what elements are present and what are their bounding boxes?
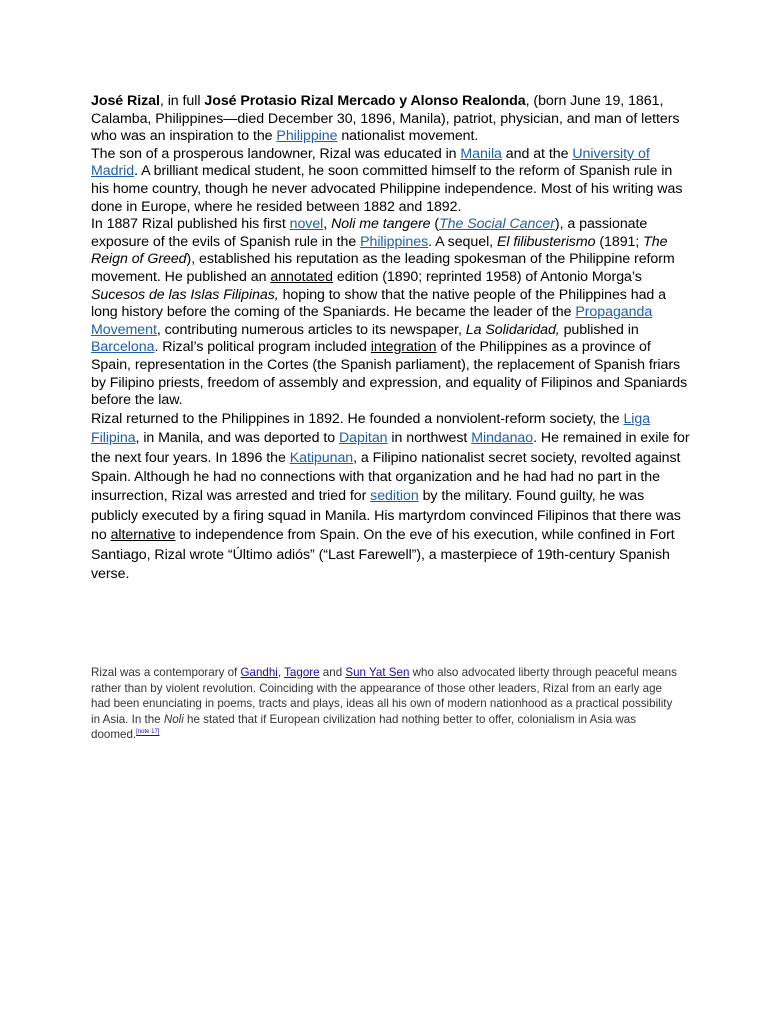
text-run: . He remained in exile for the next four years. In 1896 the [91, 430, 690, 466]
term-integration[interactable]: integration [370, 339, 437, 356]
text-run: edition (1890; reprinted 1958) of Antonio Morga’s [332, 268, 642, 285]
text-run: La Solidaridad, [465, 321, 560, 338]
paragraph [91, 216, 691, 410]
text-run: In 1887 Rizal published his first [91, 216, 290, 233]
text-run: Rizal returned to the Philippines in 1892. He founded a nonviolent-reform society, the [91, 410, 624, 427]
text-run: nationalist movement. [337, 128, 479, 145]
link-sun-yat-sen[interactable]: Sun Yat Sen [345, 666, 410, 679]
term-alternative[interactable]: alternative [110, 527, 176, 544]
text-run: , in Manila, and was deported to [135, 430, 339, 447]
paragraph [91, 93, 691, 146]
text-run: Sucesos de las Islas Filipinas, [91, 286, 279, 303]
text-run: to independence from Spain. On the eve of his execution, while confined in Fort Santiago, Rizal wrote “Último adiós” (“Last Farewell”), a masterpiece of 19th-century Spanish verse. [91, 527, 675, 582]
text-run: El filibusterismo [496, 233, 596, 250]
text-run: he stated that if European civilization had nothing better to offer, colonialism in Asia was doomed. [91, 712, 637, 742]
text-run: who also advocated liberty through peaceful means rather than by violent revolution. Coinciding with the appearance of those other leaders, Rizal from an early age had been enunciating in poems, tracts and plays, ideas all his own of modern nationhood as a practical possibility in Asia. In the [91, 666, 677, 726]
link-dapitan[interactable]: Dapitan [338, 430, 388, 447]
text-run: and [319, 666, 346, 679]
text-run: . Rizal’s political program included [154, 339, 371, 356]
link-university-of-madrid[interactable]: University of Madrid [91, 145, 650, 180]
link-tagore[interactable]: Tagore [284, 666, 320, 679]
full-name: José Protasio Rizal Mercado y Alonso Realonda [204, 93, 526, 109]
text-run: , a Filipino nationalist secret society, revolted against Spain. Although he had no connections with that organization and he had had no part in the insurrection, Rizal was arrested and tried for [91, 449, 681, 505]
link-philippine[interactable]: Philippine [276, 128, 338, 145]
text-run: in northwest [387, 430, 472, 447]
term-annotated[interactable]: annotated [270, 268, 333, 285]
article-body [91, 93, 691, 584]
text-run: of the Philippines as a province of Spain, representation in the Cortes (the Spanish parliament), the replacement of Spanish friars by Filipino priests, freedom of assembly and expression, and equality of Filipinos and Spaniards before the law. [91, 339, 688, 409]
text-run: , in full [159, 93, 205, 109]
text-run: The son of a prosperous landowner, Rizal was educated in [91, 145, 461, 162]
contemporaries-note [91, 665, 681, 743]
text-run: hoping to show that the native people of the Philippines had a long history before the coming of the Spaniards. He became the leader of the [91, 286, 666, 321]
link-novel[interactable]: novel [289, 216, 324, 233]
text-run: (1891; [595, 233, 644, 250]
text-run: , (born June 19, 1861, Calamba, Philippines—died December 30, 1896, Manila), patriot, physician, and man of letters who was an inspiration to the [91, 93, 680, 145]
text-run: ), established his reputation as the leading spokesman of the Philippine reform movement. He published an [91, 251, 675, 285]
link-liga-filipina[interactable]: Liga Filipina [91, 410, 651, 447]
link-barcelona[interactable]: Barcelona [91, 339, 155, 356]
text-run: Noli me tangere [331, 216, 431, 233]
text-run: Rizal was a contemporary of [91, 666, 241, 679]
text-run: by the military. Found guilty, he was publicly executed by a firing squad in Manila. His martyrdom convinced Filipinos that there was no [91, 488, 681, 544]
subject-name: José Rizal [91, 93, 160, 109]
link-katipunan[interactable]: Katipunan [289, 449, 354, 466]
link-propaganda-movement[interactable]: Propaganda Movement [91, 304, 653, 338]
text-run: , contributing numerous articles to its newspaper, [156, 321, 466, 338]
link-the-social-cancer[interactable]: The Social Cancer [439, 216, 555, 233]
paragraph [91, 146, 691, 216]
text-run: The Reign of Greed [91, 233, 668, 268]
link-philippines[interactable]: Philippines [360, 233, 429, 250]
text-run: and at the [501, 145, 573, 162]
footnote-superscript [136, 730, 159, 736]
text-run: published in [559, 321, 639, 338]
text-run: ), a passionate exposure of the evils of Spanish rule in the [91, 216, 648, 250]
text-run: , [323, 216, 332, 233]
link-manila[interactable]: Manila [460, 145, 502, 162]
link-sedition[interactable]: sedition [370, 488, 419, 505]
text-run: Noli [163, 712, 184, 726]
text-run: ( [430, 216, 440, 233]
link-gandhi[interactable]: Gandhi [240, 666, 278, 679]
link-mindanao[interactable]: Mindanao [471, 430, 534, 447]
text-run: , [277, 666, 285, 679]
footnote-ref-note-17[interactable]: [note 17] [136, 729, 160, 736]
text-run: . A brilliant medical student, he soon committed himself to the reform of Spanish rule in his home country, though he never advocated Philippine independence. Most of his writing was done in Europe, where he resided between 1882 and 1892. [91, 163, 683, 215]
text-run: . A sequel, [428, 233, 497, 250]
paragraph [91, 410, 691, 585]
